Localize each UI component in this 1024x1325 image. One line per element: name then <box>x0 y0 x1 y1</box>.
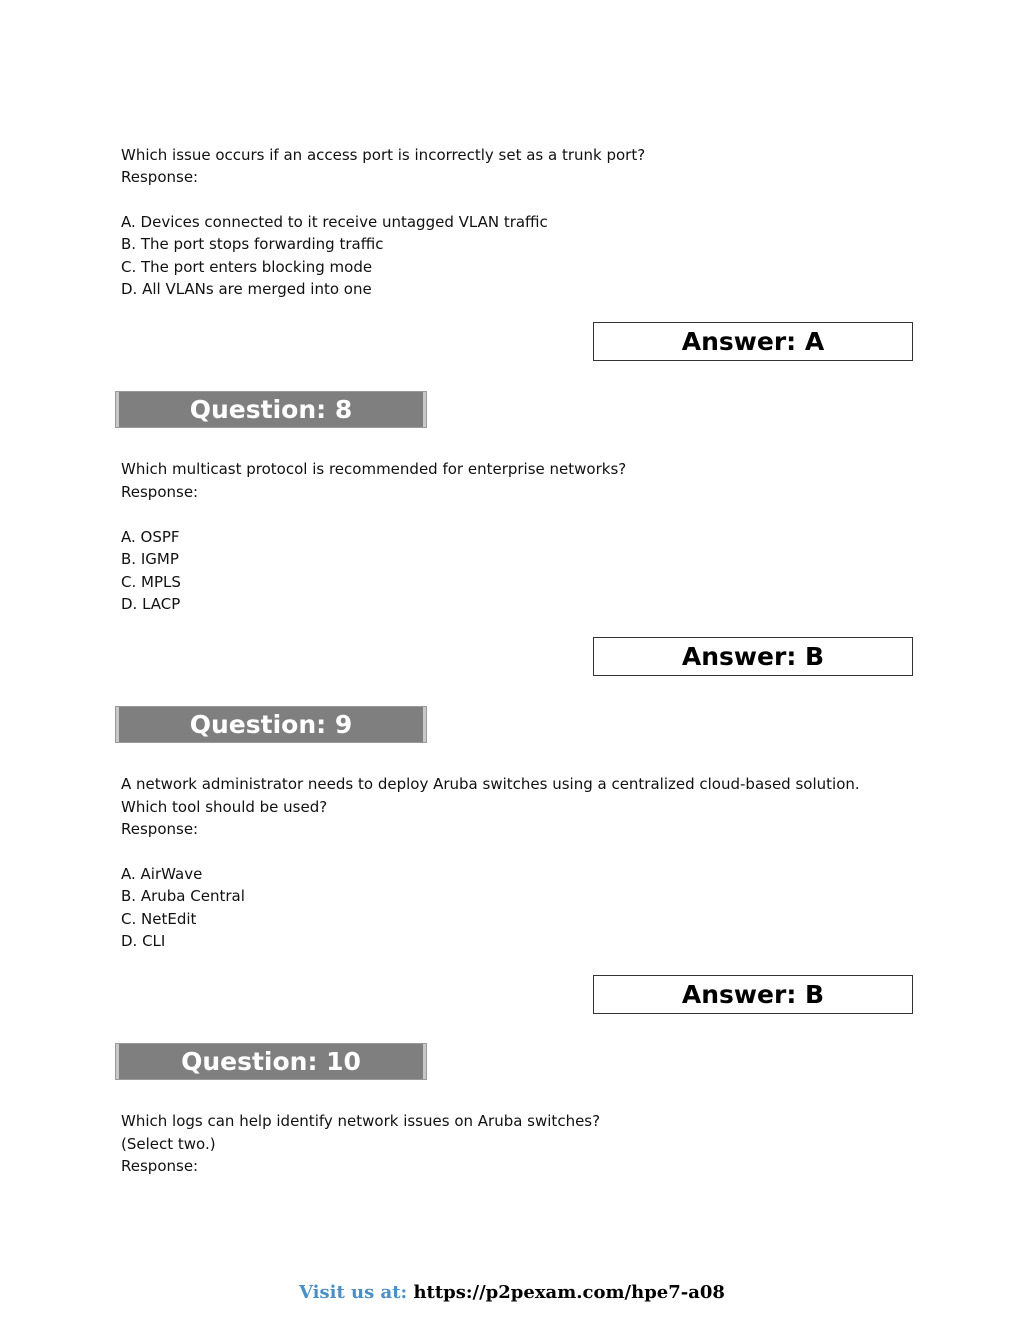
question-text-line-2: (Select two.) <box>121 1135 216 1153</box>
question-header: Question: 9 <box>115 706 427 743</box>
answer-box: Answer: B <box>593 637 913 676</box>
question-header: Question: 8 <box>115 391 427 428</box>
option-b: B. The port stops forwarding traffic <box>121 235 384 253</box>
option-c: C. MPLS <box>121 573 181 591</box>
question-text: Which issue occurs if an access port is incorrectly set as a trunk port? <box>121 146 646 164</box>
question-text-line-2: Which tool should be used? <box>121 798 328 816</box>
footer-url-link[interactable]: https://p2pexam.com/hpe7-a08 <box>413 1282 725 1303</box>
answer-box: Answer: B <box>593 975 913 1014</box>
footer <box>0 1282 1024 1303</box>
response-label: Response: <box>121 1157 199 1175</box>
footer-visit-label: Visit us at: <box>299 1282 408 1303</box>
answer-box: Answer: A <box>593 322 913 361</box>
response-label: Response: <box>121 168 199 186</box>
question-text-line-1: Which logs can help identify network issues on Aruba switches? <box>121 1112 601 1130</box>
option-a: A. Devices connected to it receive untagged VLAN traffic <box>121 213 548 231</box>
question-text-line-1: A network administrator needs to deploy Aruba switches using a centralized cloud-based solution. <box>121 775 860 793</box>
option-b: B. IGMP <box>121 550 179 568</box>
question-text: Which multicast protocol is recommended for enterprise networks? <box>121 460 627 478</box>
option-a: A. OSPF <box>121 528 180 546</box>
response-label: Response: <box>121 820 199 838</box>
question-header: Question: 10 <box>115 1043 427 1080</box>
response-label: Response: <box>121 483 199 501</box>
option-d: D. All VLANs are merged into one <box>121 280 372 298</box>
option-d: D. LACP <box>121 595 181 613</box>
option-c: C. NetEdit <box>121 910 197 928</box>
option-a: A. AirWave <box>121 865 203 883</box>
option-d: D. CLI <box>121 932 166 950</box>
option-c: C. The port enters blocking mode <box>121 258 373 276</box>
option-b: B. Aruba Central <box>121 887 245 905</box>
